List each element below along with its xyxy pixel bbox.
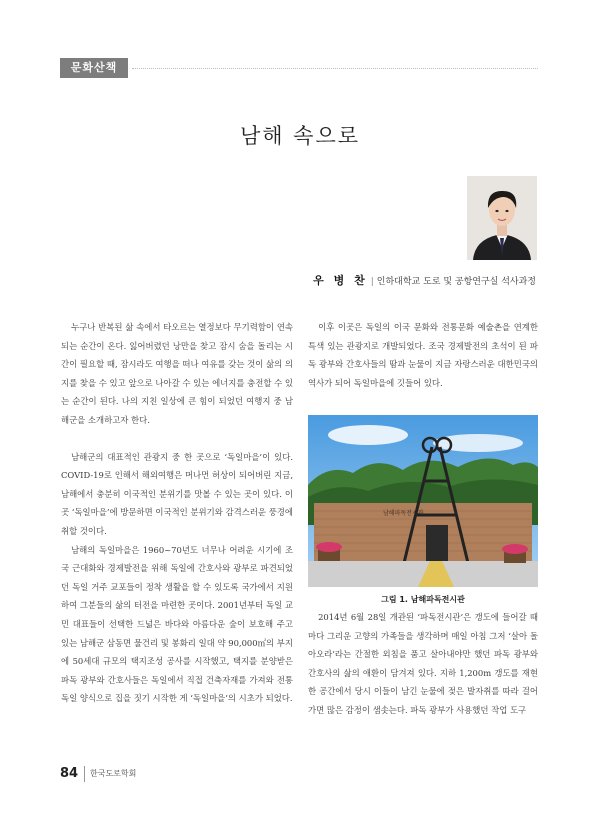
footer-divider [84,766,85,782]
section-divider [132,68,538,69]
paragraph: 2014년 6월 28일 개관된 ‘파독전시관’은 갱도에 들어갈 때마다 그리운 고향의 가족들을 생각하며 매일 아침 그저 ‘살아 돌아오라’라는 간절한 외침을 품고 살아내야만 했던 파독 광부와 간호사의 삶의 애환이 담겨져 있다. 지하 1,200m 갱도를 재현한 공간에서 당시 이들이 남긴 눈물에 젖은 발자취를 따라 걸어가면 많은 감정이 샘솟는다. 파독 광부가 사용했던 작업 도구 [308,612,538,715]
paragraph: 이후 이곳은 독일의 이국 문화와 전통문화 예술촌을 연계한 특색 있는 관광지로 개발되었다. 조국 경제발전의 초석이 된 파독 광부와 간호사들의 땀과 눈물이 지금 자랑스러운 대한민국의 역사가 되어 독일마을에 깃들어 있다. [308,322,538,388]
paragraph: 남해군의 대표적인 관광지 중 한 곳으로 ‘독일마을’이 있다. COVID-19로 인해서 해외여행은 머나먼 허상이 되어버린 지금, 남해에서 충분히 이국적인 분위기를 맛볼 수 있는 곳이 있다. 이곳 ‘독일마을’에 방문하면 이국적인 분위기와 감격스러운 풍경에 취할 것이다. [61,451,293,536]
museum-sign: 남해파독전시관 [383,510,424,517]
author-affiliation: 인하대학교 도로 및 공항연구실 석사과정 [376,277,536,287]
right-column-top [308,318,538,392]
right-column-bottom [308,608,538,720]
author-photo [467,176,537,260]
figure-caption: 그림 1. 남해파독전시관 [381,595,465,604]
author-separator: | [370,277,374,287]
paragraph: 남해의 독일마을은 1960~70년도 너무나 어려운 시기에 조국 근대화와 경제발전을 위해 독일에 간호사와 광부로 파견되었던 독일 거주 교포들이 정착 생활을 할 수 있도록 국가에서 지원하여 그분들의 삶의 터전을 마련한 곳이다. 2001년부터 독일 교민 대표들이 선택한 드넓은 바다와 아름다운 숲이 보호해 주고 있는 남해군 삼동면 물건리 및 봉화리 일대 약 90,000㎡의 부지에 50세대 규모의 택지조성 공사를 시작했고, 택지를 분양받은 파독 광부와 간호사들은 독일에서 직접 건축자재를 가져와 전통 독일 양식으로 집을 짓기 시작한 게 ‘독일마을’의 시초가 되었다. [61,544,293,704]
article-title: 남해 속으로 [239,124,361,148]
author-name: 우 병 찬 [313,274,368,287]
section-tag: 문화산책 [60,58,128,78]
figure-museum-photo [308,415,538,587]
author-byline [313,272,536,288]
page-number: 84 [60,766,79,781]
publisher-name: 한국도로학회 [90,769,137,778]
left-column [61,318,293,708]
paragraph: 누구나 반복된 삶 속에서 타오르는 열정보다 무기력함이 연속되는 순간이 온다. 잃어버렸던 낭만을 찾고 잠시 숨을 돌리는 시간이 필요할 때, 잠시라도 여행을 떠나 여유를 갖는 것이 삶의 의지를 찾을 수 있고 앞으로 나아갈 수 있는 에너지를 충전할 수 있는 순간이 된다. 나의 지친 일상에 큰 힘이 되었던 여행지 중 남해군을 소개하고자 한다. [61,322,293,425]
